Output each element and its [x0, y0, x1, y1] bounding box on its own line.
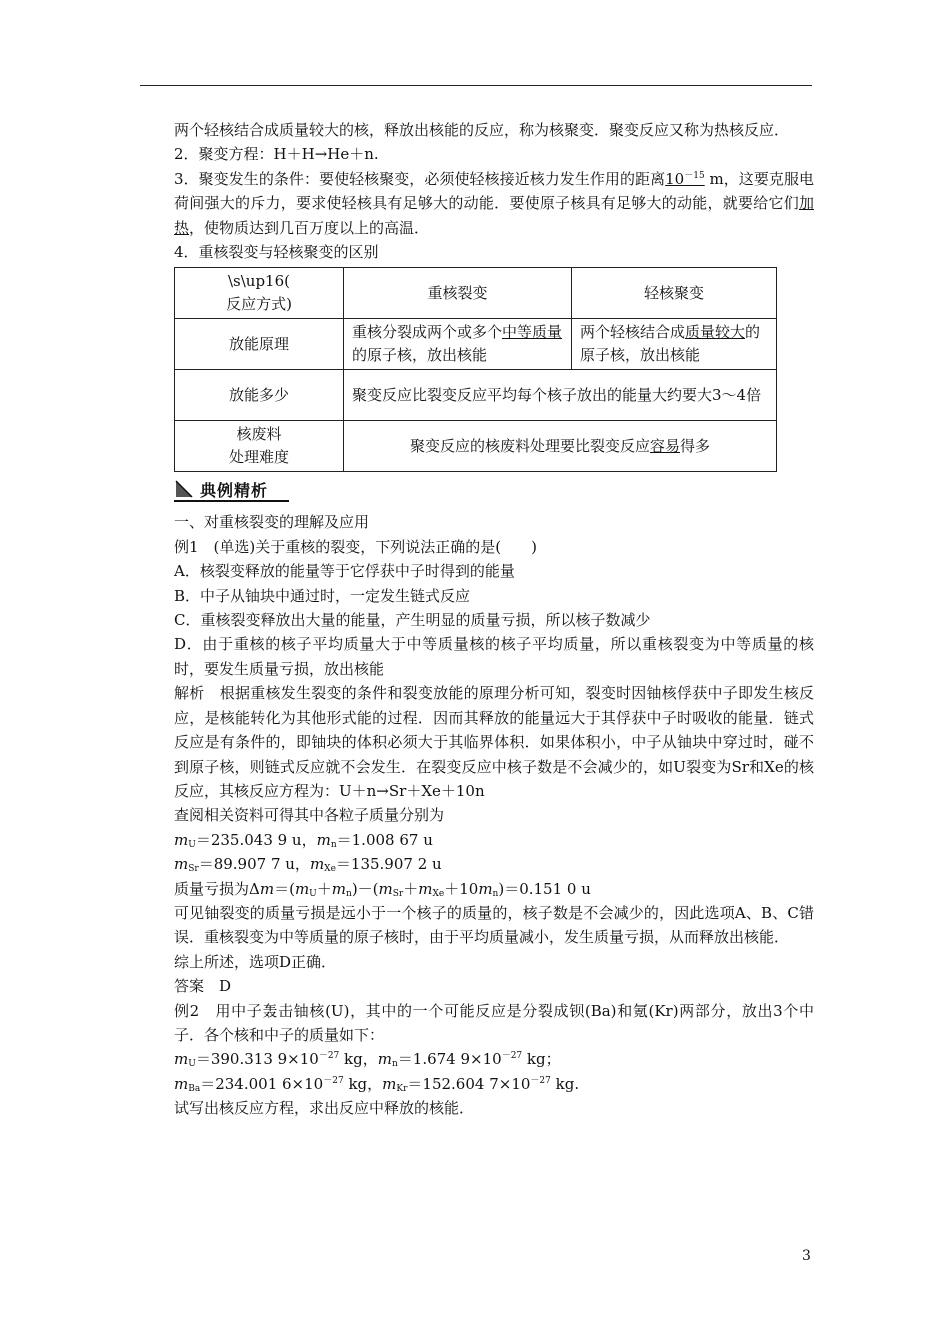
example2-task: 试写出核反应方程，求出反应中释放的核能． — [174, 1099, 475, 1118]
table-row: 放能多少 聚变反应比裂变反应平均每个核子放出的能量大约要大3～4倍 — [175, 370, 777, 421]
answer-text: 答案 D — [174, 977, 232, 996]
option-a: A．核裂变释放的能量等于它俘获中子时得到的能量 — [174, 562, 515, 581]
page-number: 3 — [802, 1248, 811, 1264]
example2-question: 例2 用中子轰击铀核(U)，其中的一个可能反应是分裂成钡(Ba)和氪(Kr)两部分，放出3个中子．各个核和中子的质量如下： — [174, 1001, 814, 1044]
option-b: B．中子从铀块中通过时，一定发生链式反应 — [174, 586, 471, 605]
mass-defect-line: 质量亏损为$\Delta m=(m_U+m_n)-(m_{Sr}+m_{Xe}+10m_n)=0.151$ 0 u — [174, 879, 591, 899]
mass-line-1: $m_U=235.043$ 9 u，$m_n=1.008$ 67 u — [174, 830, 433, 850]
table-corner-cell: \s\up16( 反应方式) — [175, 268, 344, 319]
fusion-equation: 2．聚变方程：H＋H→He＋n. — [174, 145, 379, 164]
fusion-condition: 3．聚变发生的条件：要使轻核聚变，必须使轻核接近核力发生作用的距离$10^{-15}$ m，这要克服电荷间强大的斥力，要求使轻核具有足够大的动能．要使原子核具有足够大的动能，就要给它们加热，使物质达到几百万度以上的高温． — [174, 169, 814, 237]
table-header-row — [175, 268, 777, 319]
example1-question: 例1 (单选)关于重核的裂变，下列说法正确的是( ) — [174, 537, 537, 556]
fusion-definition: 两个轻核结合成质量较大的核，释放出核能的反应，称为核聚变．聚变反应又称为热核反应． — [174, 121, 790, 139]
section-underline — [174, 500, 289, 502]
header-fusion: 轻核聚变 — [572, 268, 777, 319]
conclusion-text: 可见铀裂变的质量亏损是远小于一个核子的质量的，核子数是不会减少的，因此选项A、B、C错误．重核裂变为中等质量的原子核时，由于平均质量减小，发生质量亏损，从而释放出核能． — [174, 903, 814, 947]
fission-principle: 重核分裂成两个或多个中等质量的原子核，放出核能 — [344, 319, 572, 370]
lookup-text: 查阅相关资料可得其中各粒子质量分别为 — [174, 806, 445, 825]
header-fission: 重核裂变 — [344, 268, 572, 319]
waste-difficulty: 聚变反应的核废料处理要比裂变反应容易得多 — [344, 421, 777, 472]
ex2-mass-line-2: $m_{Ba}=234.001$ $6\times 10^{-27}$ kg，$m_{Kr}=152.604$ $7\times 10^{-27}$ kg. — [174, 1074, 580, 1094]
header-rule — [140, 85, 812, 86]
section-heading — [174, 476, 814, 502]
table-row: 核废料 处理难度 聚变反应的核废料处理要比裂变反应容易得多 — [175, 421, 777, 472]
part1-title: 一、对重核裂变的理解及应用 — [174, 513, 370, 532]
table-row: 放能原理 重核分裂成两个或多个中等质量的原子核，放出核能 两个轻核结合成质量较大的原子核，放出核能 — [175, 319, 777, 370]
summary-text: 综上所述，选项D正确． — [174, 952, 337, 971]
difference-title: 4．重核裂变与轻核聚变的区别 — [174, 243, 379, 262]
option-d: D．由于重核的核子平均质量大于中等质量核的核子平均质量，所以重核裂变为中等质量的核时，要发生质量亏损，放出核能 — [174, 635, 814, 678]
section-title: 典例精析 — [200, 480, 269, 500]
comparison-table — [174, 267, 777, 472]
triangle-icon — [174, 479, 194, 499]
page-content — [174, 118, 814, 1121]
option-c: C．重核裂变释放出大量的能量，产生明显的质量亏损，所以核子数减少 — [174, 611, 651, 630]
ex2-mass-line-1: $m_U=390.313$ $9\times 10^{-27}$ kg，$m_n=1.674$ $9\times 10^{-27}$ kg； — [174, 1050, 561, 1070]
energy-amount: 聚变反应比裂变反应平均每个核子放出的能量大约要大3～4倍 — [344, 370, 777, 421]
analysis-text: 解析 根据重核发生裂变的条件和裂变放能的原理分析可知，裂变时因铀核俘获中子即发生核反应，是核能转化为其他形式能的过程．因而其释放的能量远大于其俘获中子时吸收的能量．链式反应是有条件的，即铀块的体积必须大于其临界体积．如果体积小，中子从铀块中穿过时，碰不到原子核，则链式反应就不会发生．在裂变反应中核子数是不会减少的，如U裂变为Sr和Xe的核反应，其核反应方程为：U＋n→Sr＋Xe＋10n — [174, 684, 814, 800]
fusion-principle: 两个轻核结合成质量较大的原子核，放出核能 — [572, 319, 777, 370]
mass-line-2: $m_{Sr}=89.907$ 7 u，$m_{Xe}=135.907$ 2 u — [174, 855, 442, 875]
